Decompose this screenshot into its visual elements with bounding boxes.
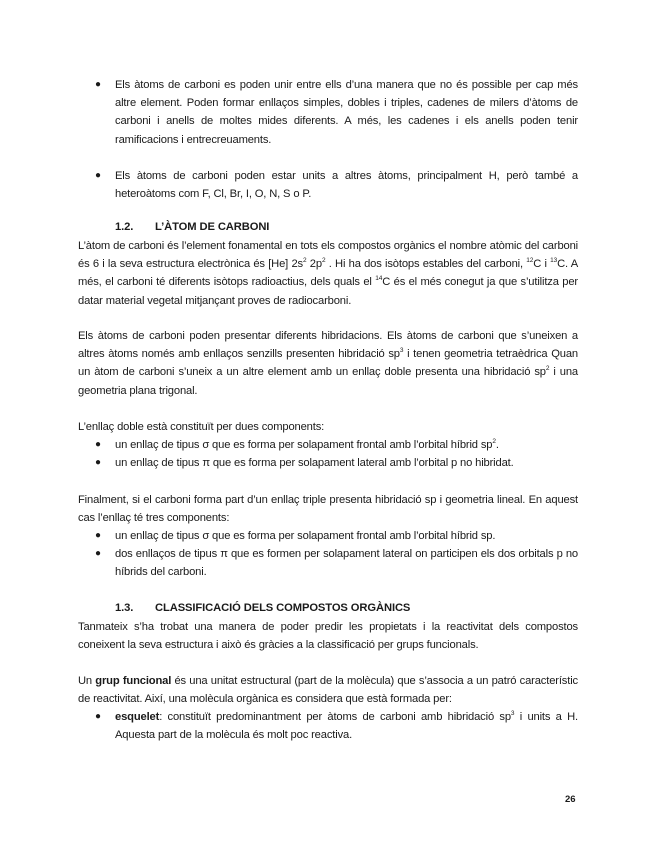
triple-bond-bullet-list [78,527,578,582]
bullet-icon: ● [95,169,101,181]
paragraph-triple-bond: Finalment, si el carboni forma part d’un enllaç triple presenta hibridació sp i geometria lineal. En aquest cas l’enllaç té tres components: [78,494,578,525]
paragraph-hybridization: Els àtoms de carboni poden presentar diferents hibridacions. Els àtoms de carboni que s’uneixen a altres àtoms només amb enllaços senzills presenten hibridació $sp^3$ i tenen geometria tetraèdrica Quan un àtom de carboni s’uneix a un altre element amb un enllaç doble presenta una hibridació $sp^2$ i una geometria plana trigonal. [78,330,579,397]
bullet-icon: ● [95,79,101,90]
paragraph-double-bond: L’enllaç doble està constituït per dues components: [78,421,325,433]
double-bond-bullet-list [78,436,578,472]
section-heading-1-3: 1.3. CLASSIFICACIÓ DELS COMPOSTOS ORGÀNICS [115,602,411,614]
bullet-icon: ● [95,530,101,541]
list-item: ● Els àtoms de carboni poden estar units a altres àtoms, principalment H, però també a heteroàtoms com F, Cl, Br, I, O, N, S o P. [78,167,578,203]
intro-bullet-list [78,76,578,203]
list-item: ● Els àtoms de carboni es poden unir entre ells d’una manera que no és possible per cap més altre element. Poden formar enllaços simples, dobles i triples, cadenes de milers d’àtoms de carboni i anells de moltes mides diferents. A més, les cadenes i els anells poden tenir ramificacions i entrecreuaments. [78,76,578,149]
bullet-icon: ● [95,548,101,560]
bullet-icon: ● [95,457,101,469]
list-item: ● un enllaç de tipus σ que es forma per solapament frontal amb l’orbital híbrid sp. [78,527,578,545]
list-item: ● un enllaç de tipus π que es forma per solapament lateral amb l’orbital p no hibridat. [78,454,578,472]
page-number: 26 [565,794,576,805]
paragraph-carbon-atom: L’àtom de carboni és l’element fonamental en tots els compostos orgànics el nombre atòmic del carboni és 6 i la seva estructura electrònica és [He] $2s^2$ $2p^2$ . Hi ha dos isòtops estables del carboni, $^{12}$C i $^{13}$C. A més, el carboni té diferents isòtops radioactius, dels quals el $^{14}$C és el més conegut ja que s’utilitza per datar material vegetal mitjançant proves de radiocarboni. [78,240,579,307]
bullet-icon: ● [95,439,101,450]
paragraph-classification: Tanmateix s’ha trobat una manera de poder predir les propietats i la reactivitat dels compostos coneixent la seva estructura i això és gràcies a la classificació per grups funcionals. [78,621,578,652]
list-item: ● un enllaç de tipus σ que es forma per solapament frontal amb l’orbital híbrid $sp^2$. [78,436,578,454]
section-heading-1-2: 1.2. L’ÀTOM DE CARBONI [115,221,270,233]
list-item: ● dos enllaços de tipus π que es formen per solapament lateral on participen els dos orbitals p no híbrids del carboni. [78,545,578,581]
functional-group-bullet-list [78,708,578,744]
bullet-icon: ● [95,711,101,722]
paragraph-functional-group: Un grup funcional és una unitat estructural (part de la molècula) que s’associa a un patró característic de reactivitat. Així, una molècula orgànica es considera que està formada per: [78,675,578,706]
list-item: ● esquelet: constituït predominantment per àtoms de carboni amb hibridació $sp^3$ i units a H. Aquesta part de la molècula és molt poc reactiva. [95,710,579,742]
